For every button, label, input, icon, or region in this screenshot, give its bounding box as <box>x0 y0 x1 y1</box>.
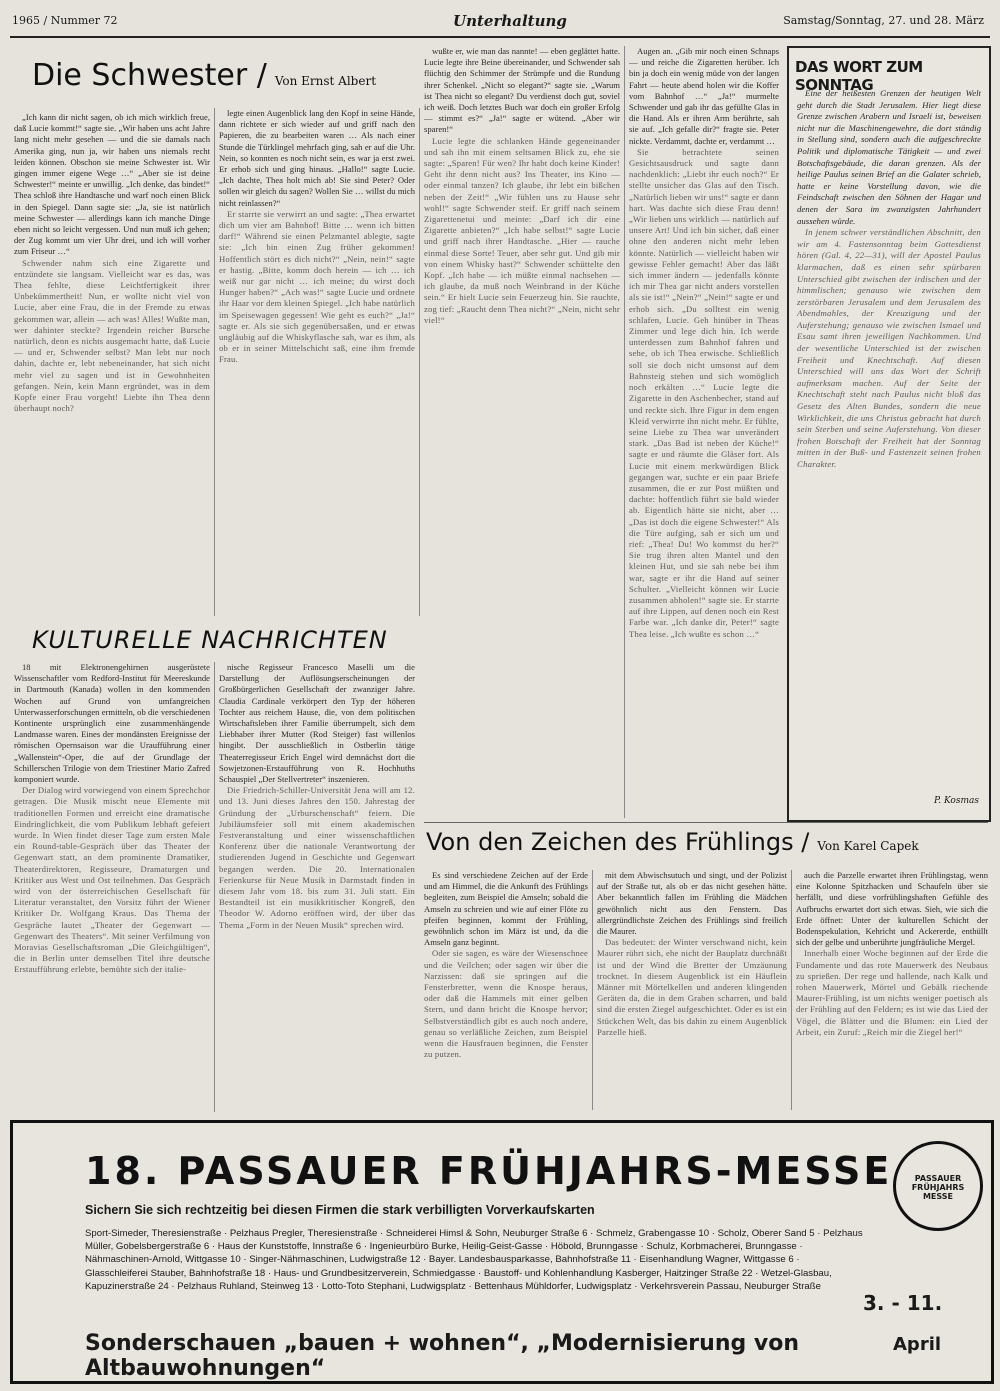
column-rule <box>592 870 593 1110</box>
ad-headline: 18. PASSAUER FRÜHJAHRS-MESSE <box>85 1149 893 1193</box>
column-rule <box>791 870 792 1110</box>
story-title-block <box>32 58 376 93</box>
fair-logo <box>893 1141 983 1231</box>
culture-title: KULTURELLE NACHRICHTEN <box>32 626 388 654</box>
ad-firm-list: Sport-Simeder, Theresienstraße · Pelzhaus Pregler, Theresienstraße · Schneiderei Himsl & Sohn, Neuburger Straße 6 · Schmelz, Grabengasse 10 · Scholz, Oberer Sand 5 · Pelzhaus Müller, Gobelsbergerstraße 6 · Haus der Kunststoffe, Innstraße 6 · Ingenieurbüro Burke, Heilig-Geist-Gasse · Höbold, Brunngasse · Schulz, Korbmacherei, Brunngasse · Nähmaschinen-Arnold, Wittgasse 10 · Singer-Nähmaschinen, Ludwigstraße 12 · Bayer. Landesbausparkasse, Bahnhofstraße 11 · Eisenhandlung Wagner, Wittgasse 6 · Glasschleiferei Stauber, Bahnhofstraße 18 · Haus- und Grundbesitzerverein, Schmiedgasse · Baustoff- und Kohlenhandlung Kasberger, Haitzinger Straße 22 · Wetzel-Glasbau, Kapuzinerstraße 24 · Pelzhaus Ruhland, Steinweg 13 · Lotto-Toto Stephani, Ludwigsplatz · Bettenhaus Mühldorfer, Ludwigsplatz · Verkehrsverein Passau, Neuburger Straße <box>85 1228 863 1292</box>
fair-advertisement <box>10 1120 994 1384</box>
story-author: Von Ernst Albert <box>274 74 377 88</box>
sunday-word-text: Eine der heißesten Grenzen der heutigen Welt geht durch die Stadt Jerusalem. Hier liegt diese Grenze zwischen Arabern und Israeli ist, beweisen nicht nur die Maschinengewehre, die dort ständig in Stellung sind, sondern auch die aufgeschreckte Politik und diplomatische Tätigkeit — und zwei Botschaftsgebäude, die daran grenzen. Als der heilige Paulus seinen Brief an die Galater schrieb, hatte er keine Vorstellung davon, wie die Feindschaft zwischen den Söhnen der Hagar und denen der Sara im zwanzigsten Jahrhundert aussehen würde. In jenem schwer verständlichen Abschnitt, den wir am 4. Fastensonntag beim Gottesdienst hören (Gal. 4, 22—31), will der Apostel Paulus klarmachen, daß es einen sehr spürbaren Unterschied gibt zwischen der irdischen und der himmlischen; genauso wie zwischen dem zerstörbaren Jerusalem und dem Jerusalem des Abendmahles, der Kreuzigung und der Auferstehung; genauso wie zwischen Ismael und Esau samt ihren jeweiligen Nachkommen. Und der wesentliche Unterschied ist der zwischen Freiheit und Knechtschaft. Auf diesen Unterschied will uns das Wort der Schrift aufmerksam machen. Auf der Seite der Knechtschaft steht nach Paulus nicht bloß das Gesetz des Alten Bundes, sondern die neue Wirklichkeit, die uns Christus gebracht hat durch sein Sterben und seine Auferstehung. Von dieser frohen Botschaft der Freiheit hat der Sonntag mitten in der Buß- und Fastenzeit seinen frohen Charakter. <box>797 88 981 469</box>
story-column-1: „Ich kann dir nicht sagen, ob ich mich wirklich freue, daß Lucie kommt!“ sagte sie. „Wir haben uns acht Jahre lang nicht mehr gesehen — und die sie damals nach Amerika ging, nun ja, wir haben uns niemals recht leiden können. Obschon sie meine Schwester ist. Wir gingen immer eigene Wege …“ „Aber sie ist deine Schwester!“ meinte er unwillig. „Ich denke, das bindet!“ Thea schloß ihre Handtasche und warf noch einen Blick in den Spiegel. Dann sagte sie: „Ja, sie ist natürlich meine Schwester — allerdings kann ich manche Dinge eben nicht so leicht vergessen. Und nun muß ich gehen; der Zug kommt um vier Uhr drei, und ich will vorher zum Friseur …“ Schwender nahm sich eine Zigarette und entzündete sie langsam. Vielleicht war es das, was Thea fehlte, diese Leichtfertigkeit ihrer Unbekümmertheit! Nun, er wollte nicht viel von Lucie, aber eine Frau, die in der Fremde zu etwas gekommen war, allein — ach was! Alles! Wußte man, wer dahinter steckte? Irgendein reicher Bursche natürlich, denn es nichts ausgemacht hatte, daß Lucie — und er, Schwender selbst? Man lebt nur noch dahin, dachte er, lebt nebeneinander, hat sich nicht mehr viel zu sagen und ist in Gewohnheiten gefangen. Nein, kein Mann ergründet, was in dem Kopfe einer Frau vorgeht! Liebte ihn Thea denn überhaupt noch? <box>14 112 210 414</box>
ad-date: 3. - 11. <box>863 1291 943 1315</box>
ad-special-shows: Sonderschauen „bauen + wohnen“, „Modernisierung von Altbauwohnungen“ <box>85 1331 800 1381</box>
story-column-3: wußte er, wie man das nannte! — eben geglättet hatte. Lucie legte ihre Beine übereinander, und Schwender sah flüchtig den Schimmer der Strümpfe und die Rundung ihrer Schenkel. „Nicht so elegant?“ sagte sie. „Warum ist Thea nicht so elegant? Du verdienst doch gut, soviel ich weiß. Doch letztes Buch war doch ein großer Erfolg — stimmt es?“ „Ja!“ sagte er wütend. „Aber wir sparen!“ Lucie legte die schlanken Hände gegeneinander und sah ihn mit einem seltsamen Blick zu, ehe sie sagte: „Sparen! Für wen? Ihr habt doch keine Kinder! Geht ihr denn nicht aus? Ins Theater, ins Kino — oder einmal tanzen? Ich glaube, ihr lebt ein bißchen neben der Zeit!“ „Wir fühlen uns zu Hause sehr wohl!“ sagte Schwender steif. Er griff nach seinem Zigarettenetui und meinte: „Darf ich dir eine Zigarette anbieten?“ „Ich habe selbst!“ sagte Lucie und griff nach ihrer Handtasche. „Hier — rauche einmal diese Sorte! Teuer, aber sehr gut. Und gib mir von einem Whisky hast?“ Schwender schüttelte den Kopf. „Ich habe — ich müßte einmal nachsehen — ich glaube, da muß noch Weinbrand in der Küche sein.“ Er hielt Lucie sein Feuerzeug hin. Sie rauchte, zog tief: „Raucht denn Thea nicht?“ „Nein, nicht sehr viel!“ <box>424 46 620 325</box>
issue-number: 1965 / Nummer 72 <box>12 14 118 27</box>
culture-column-1: 18 mit Elektronengehirnen ausgerüstete Wissenschaftler vom Redford-Institut für Meereskunde in Dartmouth (Kanada) wollen in den kommenden Wochen auf Grund von umfangreichen Unterwasserforschungen ermitteln, ob die verschiedenen Kontinente ursprünglich eine zusammenhängende Landmasse waren. Eines der mondänsten Ereignisse der römischen Opernsaison war die Uraufführung einer „Wallenstein“-Oper, die auf der Grundlage der Schillerschen Trilogie von dem Triestiner Mario Zafred komponiert wurde. Der Dialog wird vorwiegend von einem Sprechchor getragen. Die Musik mischt neue Elemente mit traditionellen Formen und erreicht eine dramatische Eindringlichkeit, die vom Publikum lebhaft gefeiert wurde. In Wien findet dieser Tage zum ersten Male ein Round-table-Gespräch über das Theater der Gegenwart statt, an dem prominente Dramatiker, Theaterdirektoren, Regisseure, Dramaturgen und Kritiker aus West und Ost teilnehmen. Das Gespräch wird von der österreichischen Gesellschaft für Literatur veranstaltet, den Vorsitz führt der Wiener Kritiker Dr. Wolfgang Kraus. Das Thema der Gespräche lautet „Theater der Gegenwart — Gegenwart des Theaters“. Mit seiner Verfilmung von Moravias Gesellschaftsroman „Die Gleichgültigen“, die in Berlin unter demselben Titel ihre deutsche Erstaufführung erlebte, bemühte sich der italie- <box>14 662 210 975</box>
page-header <box>0 0 1000 44</box>
sunday-word-signature: P. Kosmas <box>934 796 979 806</box>
ad-month: April <box>893 1334 942 1355</box>
spring-author: Von Karel Capek <box>817 839 919 853</box>
fair-logo-text: PASSAUER FRÜHJAHRS MESSE <box>911 1174 965 1201</box>
spring-column-1: Es sind verschiedene Zeichen auf der Erde und am Himmel, die die Ankunft des Frühlings begleiten, zum Beispiel die Amseln; sobald die Amseln zu schreien und wie auf einer Flöte zu pfeifen beginnen, kommt der Frühling, gewöhnlich schon im März ist und, da die Amseln ganz beginnt. Oder sie sagen, es wäre der Wiesenschnee und die Veilchen; oder sagen wir über die Narzissen: daß sie springen auf die Fensterbretter, wenn die Knospe heraus, oder daß die Hammels mit einer gelben Stern, und dann bricht die Knospe hervor; Selbstverständlich gibt es auch noch andere, genau so verläßliche Zeichen, zum Beispiel wenn die Hausfrauen beginnen, die Fenster zu putzen. <box>424 870 588 1060</box>
spring-title-block <box>426 828 919 856</box>
spring-column-3: auch die Parzelle erwartet ihren Frühlingstag, wenn eine Kolonne Spitzhacken und Schaufeln über sie herfällt, und diese vorfrühlingshaften Gefühle des Aufbruchs erwartet dort sich etwas. Sieh, wie sich die Erde öffnet: Unter der kulturellen Schicht der Bodenspekulation, Kehricht und Ackererde, enthüllt sich der gelbe und unberührte jungfräuliche Mergel. Innerhalb einer Woche beginnen auf der Erde die Fundamente und das rote Mauerwerk des Neubaus zu sprießen. Der rege und hallende, nach Kalk und rohen Mauerwerk, Mörtel und Gebälk riechende Maurer-Frühling, ist um nichts weniger poetisch als der Frühling auf den Feldern; es ist wie das Lied der Vögel, die Blätter und die Blumen: ein Lied der Arbeit, ein Zuruf: „Reich mir die Ziegel her!“ <box>796 870 988 1037</box>
story-column-2: legte einen Augenblick lang den Kopf in seine Hände, dann richtete er sich wieder auf und griff nach den Papieren, die zu bearbeiten waren … Als nach einer Stunde die Türklingel mehrfach ging, sah er auf die Uhr. Nein, so konnten es noch nicht sein, es war ja erst zwei. Er erhob sich und ging hinaus. „Hallo!“ sagte Lucie. „Ich dachte, Thea holt mich ab! Sie sind Peter? Oder sollen wir gleich du sagen? Wollen Sie … willst du mich nicht reinlassen?“ Er starrte sie verwirrt an und sagte: „Thea erwartet dich um vier am Bahnhof! Bitte … wenn ich bitten darf!“ Während sie einen Pelzmantel ablegte, sagte sie: „Ich bin einen Zug früher gekommen! Hoffentlich stört es dich nicht?“ „Nein, nein!“ sagte er hastig. „Bitte, komm doch herein — ich … ich weiß nur gar nicht … ich meine; du wirst doch Hunger haben?“ „Ach was!“ sagte Lucie und ordnete ihr Haar vor dem kleinen Spiegel. „Ich habe natürlich im Speisewagen gegessen! Wie geht es euch?“ „Ja!“ sagte er. Als sie sich gegenübersaßen, und er etwas ungläubig auf die Whiskyflasche sah, war es ihm, als ob er in seiner Mittelschicht saß, eine ihm fremde Frau. <box>219 108 415 365</box>
spring-title: Von den Zeichen des Frühlings / <box>426 828 810 856</box>
sunday-word-box <box>787 46 991 822</box>
section-title: Unterhaltung <box>453 12 567 30</box>
header-rule <box>10 36 990 38</box>
ad-subline: Sichern Sie sich rechtzeitig bei diesen Firmen die stark verbilligten Vorverkaufskarten <box>85 1203 595 1217</box>
spring-column-2: mit dem Abwischsutuch und singt, und der Polizist auf der Straße tut, als ob er das nicht gesehen hätte. Aber bekanntlich fallen im Frühling die Mädchen gewöhnlich nicht aus den Fenstern. Das allergründlichste Zeichen des Frühlings sind freilich die Maurer. Das bedeutet: der Winter verschwand nicht, kein Maurer rührt sich, ehe nicht der Bauplatz durchnäßt ist und der Wind die Bretter der Umzäunung trocknet. In diesem Augenblick ist ein Häuflein Männer mit Mörtelkellen und anderen klingenden Geräten da, die in dem Graben scharren, und bald sind die ersten Ziegel aufgeschichtet. Oder es ist ein Stückchen Welt, das bis dahin zu einem Augenblick Parzelle hieß. <box>597 870 787 1037</box>
story-title: Die Schwester / <box>32 58 267 93</box>
column-rule <box>214 662 215 1112</box>
culture-column-2: nische Regisseur Francesco Maselli um die Darstellung der Auflösungserscheinungen der Großbürgerlichen Gesellschaft der zwanziger Jahre. Claudia Cardinale verkörpert den Typ der höheren Tochter aus reichem Hause, die, von dem politischen Wirtschaftsleben ihrer Familie überrumpelt, sich dem Liebhaber ihrer Mutter (Rod Steiger) fast willenlos hingibt. Der ausschließlich in Ostberlin tätige Theaterregisseur Erich Engel wird demnächst dort die Sowjetzonen-Erstaufführung von R. Hochhuths Schauspiel „Der Stellvertreter“ inszenieren. Die Friedrich-Schiller-Universität Jena will am 12. und 13. Juni dieses Jahres den 150. Jahrestag der Gründung der „Urburschenschaft“ feiern. Die Jubiläumsfeier soll mit einem akademischen Festveranstaltung und einer wissenschaftlichen Konferenz über die nationale Verantwortung der studierenden Jugend in Geschichte und Gegenwart begangen werden. Die 20. Internationalen Ferienkurse für Neue Musik in Darmstadt finden in diesem Jahr vom 18. bis zum 31. Juli statt. Ein Bestandteil ist ein musikkritischer Kongreß, den Theodor W. Adorno eröffnen wird, der über das Thema „Form in der Neuen Musik“ sprechen wird. <box>219 662 415 930</box>
story-column-4: Augen an. „Gib mir noch einen Schnaps — und reiche die Zigaretten herüber. Ich bin ja doch ein wenig müde von der langen Fahrt — heute abend holen wir die Koffer vom Bahnhof …“ „Ja!“ murmelte Schwender und gab ihr das gefüllte Glas in die Hand. Als er ihren Arm berührte, sah sie auf. „Ich gefalle dir?“ fragte sie. Peter nickte. Verdammt, dachte er, verdammt … Sie betrachtete seinen Gesichtsausdruck und sagte dann nachdenklich: „Liebt ihr euch noch?“ Er stellte unsicher das Glas auf den Tisch. „Natürlich lieben wir uns!“ sagte er dann hart. Was dachte sich diese Frau denn! „Wir lieben uns wirklich — natürlich auf unsere Art! Und ich bin sicher, daß einer ohne den anderen nicht mehr leben könnte. Natürlich — vielleicht haben wir gewisse Fehler gemacht! Aber das läßt sich immer ändern — jedenfalls könnte ich mir Thea gar nicht anders vorstellen als sie ist!“ „Nein?“ „Nein!“ sagte er und erhob sich. „Du solltest ein wenig schlafen, Lucie. Geh hinüber in Theas Zimmer und lege dich hin. Ich werde unterdessen zum Bahnhof fahren und sehe, ob ich Thea erwische. Schließlich soll sie doch nicht umsonst auf dem Bahnsteig stehen und sich womöglich noch erkälten …“ Lucie legte die Zigarette in den Aschenbecher, stand auf und reckte sich. Ihre Figur in dem engen Kleid verwirrte ihn nicht mehr. Er fühlte, seine Liebe zu Thea war unverändert stark. „Das Bad ist neben der Küche!“ sagte er und räumte die Gläser fort. Als Lucie mit einem merkwürdigen Blick gegangen war, suchte er ein paar Briefe zusammen, die er zur Post müßten und dachte: hoffentlich führt sie bald wieder ab. Eigentlich hätte sie nicht, aber … „Das ist doch die eigene Schwester!“ Als die Türe aufging, sah er sich um und rief: „Thea! Du! Wo kommst du her?“ Sie trug ihren alten Mantel und den kleinen Hut, und sie sah nebe bei ihm war, sagte er ihr die Hand auf seiner Schulter. „Vielleicht können wir Lucie zusammen abholen!“ sagte sie. Er starrte auf ihre Lippen, auf denen noch ein Rest Farbe war. „Ich danke dir, Peter!“ sagte Thea leise. „Ich wußte es schon …“ <box>629 46 779 639</box>
issue-date: Samstag/Sonntag, 27. und 28. März <box>783 14 984 27</box>
column-rule <box>214 108 215 616</box>
column-rule <box>419 108 420 616</box>
section-rule <box>424 822 988 823</box>
sunday-word-title: DAS WORT ZUM SONNTAG <box>795 58 923 94</box>
column-rule <box>624 46 625 818</box>
